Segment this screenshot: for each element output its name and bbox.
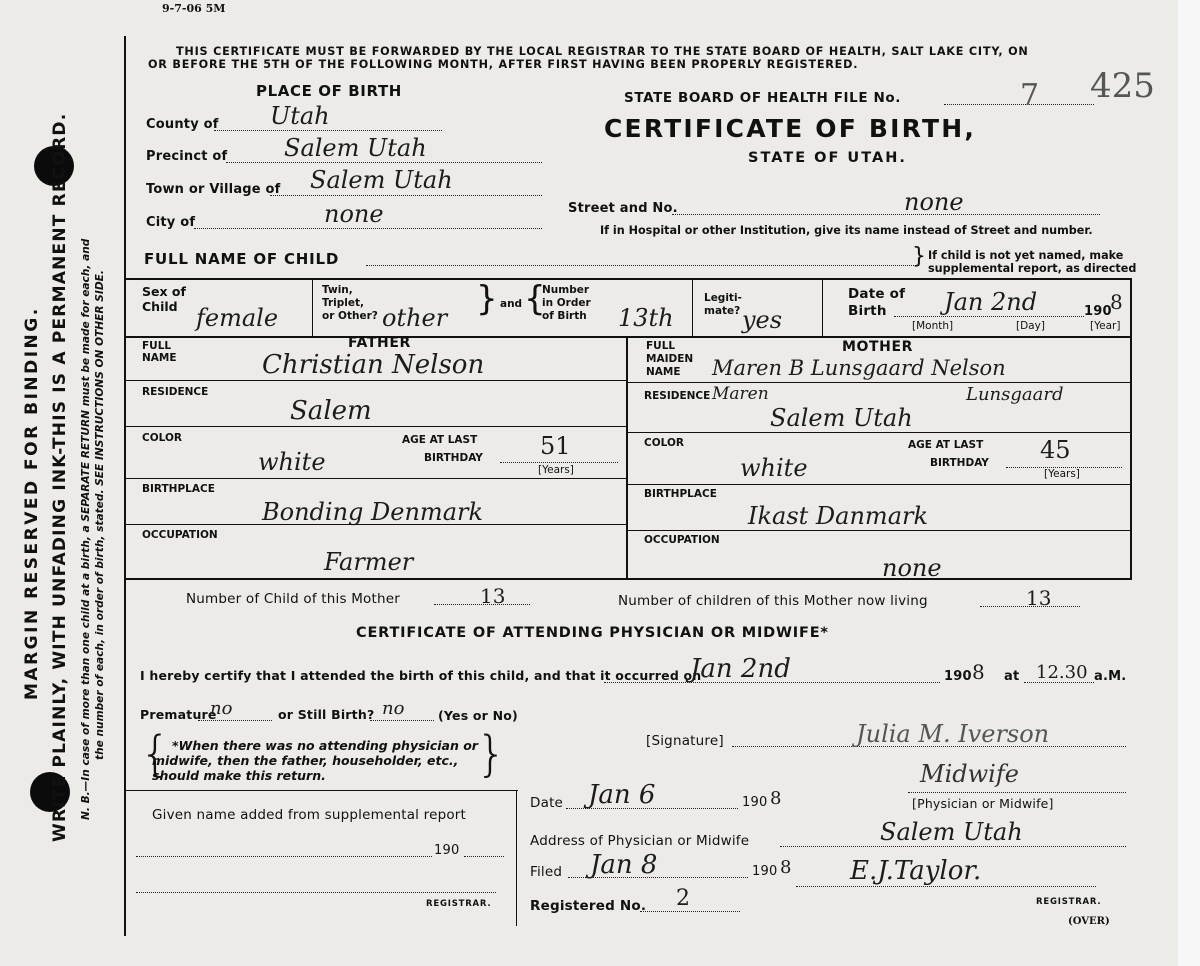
- dob-year-value: 8: [1110, 290, 1123, 314]
- dob-dotted-line: [894, 316, 1084, 317]
- supplemental-label: Given name added from supplemental report: [152, 807, 467, 823]
- table-top-line: [126, 278, 1132, 280]
- address-value: Salem Utah: [880, 818, 1023, 846]
- precinct-value: Salem Utah: [284, 134, 427, 162]
- signed-date-value: Jan 6: [588, 780, 656, 810]
- header-notice-1: THIS CERTIFICATE MUST BE FORWARDED BY THE LOCAL REGISTRAR TO THE STATE BOARD OF HEALTH, SALT LAKE CITY, ON: [176, 45, 1029, 58]
- town-label: Town or Village of: [146, 182, 281, 197]
- full-name-dotted-line: [366, 265, 918, 266]
- scan-edge-right: [1178, 0, 1200, 966]
- supplemental-year: 190: [434, 843, 460, 858]
- mother-residence: Salem Utah: [770, 404, 913, 432]
- legit-label-1: Legiti-: [704, 292, 742, 304]
- note-brace-right: }: [476, 726, 507, 782]
- year-label: [Year]: [1090, 320, 1121, 332]
- attending-date-value: Jan 2nd: [690, 654, 791, 684]
- father-age-label-2: BIRTHDAY: [424, 452, 483, 464]
- note-text-1: *When there was no attending physician or: [172, 738, 478, 753]
- name-note-brace: }: [912, 244, 926, 269]
- mother-occupation-label: OCCUPATION: [644, 534, 720, 546]
- yes-no-label: (Yes or No): [438, 708, 518, 723]
- over-label: (OVER): [1068, 916, 1110, 927]
- father-color: white: [258, 448, 326, 476]
- registered-value: 2: [676, 886, 690, 911]
- attending-year-value: 8: [972, 660, 985, 684]
- mother-row1-line: [628, 382, 1130, 383]
- note-text-2: midwife, then the father, householder, etc.,: [152, 753, 459, 768]
- father-age-dotted-line: [500, 462, 618, 463]
- registered-label: Registered No.: [530, 898, 647, 914]
- father-name: Christian Nelson: [262, 350, 485, 380]
- registrar-label-1: REGISTRAR.: [426, 899, 492, 909]
- county-label: County of: [146, 117, 219, 132]
- attending-am-label: a.M.: [1094, 669, 1127, 684]
- father-heading: FATHER: [348, 335, 411, 351]
- town-value: Salem Utah: [310, 166, 453, 194]
- street-dotted-line: [672, 214, 1100, 215]
- corner-code: 9-7-06 5M: [162, 2, 226, 15]
- address-dotted-line: [780, 846, 1126, 847]
- dob-label-1: Date of: [848, 286, 906, 302]
- filed-year-prefix: 190: [752, 864, 778, 879]
- twin-value: other: [382, 304, 448, 332]
- mother-name: Maren B Lunsgaard Nelson: [712, 356, 1006, 380]
- county-value: Utah: [270, 102, 330, 130]
- registrar-dotted-line-1: [136, 892, 496, 893]
- mother-full-label-2: MAIDEN: [646, 353, 694, 365]
- mother-row2-line: [628, 432, 1130, 433]
- living-label: Number of children of this Mother now living: [618, 593, 928, 609]
- legit-label-2: mate?: [704, 305, 741, 317]
- mother-row4-line: [628, 530, 1130, 531]
- mother-residence-note-2: Lunsgaard: [966, 384, 1064, 405]
- child-no-label: Number of Child of this Mother: [186, 591, 401, 607]
- signed-year-value: 8: [770, 788, 782, 809]
- street-note: If in Hospital or other Institution, give its name instead of Street and number.: [600, 224, 1093, 237]
- header-notice-2: OR BEFORE THE 5TH OF THE FOLLOWING MONTH, AFTER FIRST HAVING BEEN PROPERLY REGISTERED.: [148, 58, 859, 71]
- mother-years-label: [Years]: [1044, 468, 1080, 480]
- child-no-value: 13: [480, 584, 506, 608]
- mother-heading: MOTHER: [842, 339, 914, 355]
- role-value: Midwife: [920, 760, 1019, 788]
- mother-full-label-1: FULL: [646, 340, 676, 352]
- signature-value: Julia M. Iverson: [856, 720, 1050, 748]
- note-brace-left: {: [140, 726, 171, 782]
- filed-year-value: 8: [780, 857, 792, 878]
- left-frame-line: [124, 36, 126, 936]
- role-label: [Physician or Midwife]: [912, 796, 1054, 811]
- table-right-line: [1130, 278, 1132, 580]
- premature-dotted-line: [198, 720, 272, 721]
- legit-value: yes: [742, 306, 783, 334]
- father-row4-line: [126, 524, 626, 525]
- table-bottom-line: [126, 578, 1132, 580]
- parents-center-divider: [626, 338, 628, 578]
- margin-nb-line1: N. B.—In case of more than one child at a birth, a SEPARATE RETURN must be made for each, and: [80, 238, 92, 820]
- twin-brace: }: [476, 279, 498, 319]
- father-years-label: [Years]: [538, 464, 574, 476]
- mother-age: 45: [1040, 436, 1071, 464]
- dob-label-2: Birth: [848, 303, 887, 319]
- mother-color: white: [740, 454, 808, 482]
- signed-year-prefix: 190: [742, 795, 768, 810]
- attending-heading: CERTIFICATE OF ATTENDING PHYSICIAN OR MIDWIFE*: [356, 625, 829, 641]
- name-note-1: If child is not yet named, make: [928, 249, 1124, 262]
- attending-year-prefix: 190: [944, 669, 972, 684]
- mother-occupation: none: [882, 554, 942, 582]
- county-dotted-line: [214, 130, 442, 131]
- row1-divider-3: [822, 280, 823, 336]
- sex-label-1: Sex of: [142, 284, 186, 299]
- mother-row3-line: [628, 484, 1130, 485]
- father-age: 51: [540, 432, 571, 460]
- dob-value: Jan 2nd: [944, 288, 1038, 316]
- day-label: [Day]: [1016, 320, 1045, 332]
- sex-value: female: [196, 304, 279, 332]
- still-birth-label: or Still Birth?: [278, 707, 375, 722]
- margin-nb-line2: the number of each, in order of birth, stated. SEE INSTRUCTIONS ON OTHER SIDE.: [94, 270, 106, 760]
- mother-birthplace: Ikast Danmark: [748, 502, 929, 530]
- city-dotted-line: [194, 228, 542, 229]
- father-birthplace-label: BIRTHPLACE: [142, 483, 215, 495]
- father-birthplace: Bonding Denmark: [262, 498, 484, 526]
- twin-label-3: or Other?: [322, 310, 378, 322]
- month-label: [Month]: [912, 320, 954, 332]
- father-row1-line: [126, 380, 626, 381]
- father-age-label-1: AGE AT LAST: [402, 434, 478, 446]
- margin-binding-text: MARGIN RESERVED FOR BINDING.: [22, 306, 42, 700]
- note-text-3: should make this return.: [152, 768, 326, 783]
- order-value: 13th: [618, 304, 674, 332]
- mother-age-label-2: BIRTHDAY: [930, 457, 989, 469]
- lower-section-line: [126, 790, 518, 791]
- and-label: and: [500, 298, 523, 310]
- father-full-label-2: NAME: [142, 352, 177, 364]
- registrar-signature: E.J.Taylor.: [850, 856, 982, 886]
- dob-year-prefix: 190: [1084, 304, 1112, 319]
- row1-divider-2: [692, 280, 693, 336]
- father-row2-line: [126, 426, 626, 427]
- father-full-label-1: FULL: [142, 340, 172, 352]
- mother-birthplace-label: BIRTHPLACE: [644, 488, 717, 500]
- sex-label-2: Child: [142, 299, 178, 314]
- margin-ink-text: WRITE PLAINLY, WITH UNFADING INK-THIS IS A PERMANENT RECORD.: [50, 112, 70, 842]
- certificate-title: CERTIFICATE OF BIRTH,: [604, 114, 977, 143]
- premature-value: no: [210, 698, 233, 719]
- attending-time-value: 12.30: [1036, 662, 1088, 683]
- mother-color-label: COLOR: [644, 437, 684, 449]
- filed-label: Filed: [530, 864, 563, 880]
- role-dotted-line: [908, 792, 1126, 793]
- order-brace: {: [524, 279, 546, 319]
- mother-residence-label: RESIDENCE: [644, 390, 711, 402]
- city-value: none: [324, 200, 384, 228]
- signature-label: [Signature]: [646, 733, 724, 749]
- mother-full-label-3: NAME: [646, 366, 681, 378]
- order-label-1: Number: [542, 284, 590, 296]
- row1-divider-1: [312, 280, 313, 336]
- father-residence: Salem: [290, 396, 372, 426]
- registrar-signature-dotted-line: [796, 886, 1096, 887]
- street-label: Street and No.: [568, 201, 678, 216]
- supplemental-dotted-line: [136, 856, 432, 857]
- attending-at-label: at: [1004, 669, 1020, 684]
- mother-residence-note-1: Maren: [712, 384, 769, 404]
- father-occupation-label: OCCUPATION: [142, 529, 218, 541]
- precinct-dotted-line: [226, 162, 542, 163]
- twin-label-2: Triplet,: [322, 297, 365, 309]
- order-label-2: in Order: [542, 297, 591, 309]
- name-note-2: supplemental report, as directed: [928, 262, 1137, 275]
- file-no-value: 7: [1020, 78, 1040, 113]
- filed-value: Jan 8: [590, 850, 658, 880]
- certificate-subtitle: STATE OF UTAH.: [748, 150, 907, 166]
- father-row3-line: [126, 478, 626, 479]
- town-dotted-line: [270, 195, 542, 196]
- address-label: Address of Physician or Midwife: [530, 833, 750, 849]
- father-color-label: COLOR: [142, 432, 182, 444]
- file-no-extra: 425: [1090, 66, 1155, 106]
- father-residence-label: RESIDENCE: [142, 386, 209, 398]
- file-no-label: STATE BOARD OF HEALTH FILE No.: [624, 90, 901, 106]
- living-value: 13: [1026, 586, 1052, 610]
- certify-text: I hereby certify that I attended the birth of this child, and that it occurred on: [140, 668, 702, 683]
- full-name-child-label: FULL NAME OF CHILD: [144, 250, 340, 268]
- premature-label: Premature: [140, 707, 217, 722]
- registrar-label-2: REGISTRAR.: [1036, 897, 1102, 907]
- still-birth-value: no: [382, 698, 405, 719]
- still-birth-dotted-line: [370, 720, 434, 721]
- mother-age-label-1: AGE AT LAST: [908, 439, 984, 451]
- place-of-birth-heading: PLACE OF BIRTH: [256, 82, 402, 100]
- order-label-3: of Birth: [542, 310, 587, 322]
- signed-date-label: Date: [530, 795, 564, 811]
- lower-section-divider: [516, 790, 517, 926]
- city-label: City of: [146, 215, 196, 230]
- father-occupation: Farmer: [324, 548, 414, 576]
- file-no-dotted-line: [944, 104, 1094, 105]
- twin-label-1: Twin,: [322, 284, 353, 296]
- table-row1-line: [126, 336, 1132, 338]
- supplemental-year-dotted-line: [464, 856, 504, 857]
- precinct-label: Precinct of: [146, 149, 228, 164]
- street-value: none: [904, 188, 964, 216]
- registered-dotted-line: [640, 911, 740, 912]
